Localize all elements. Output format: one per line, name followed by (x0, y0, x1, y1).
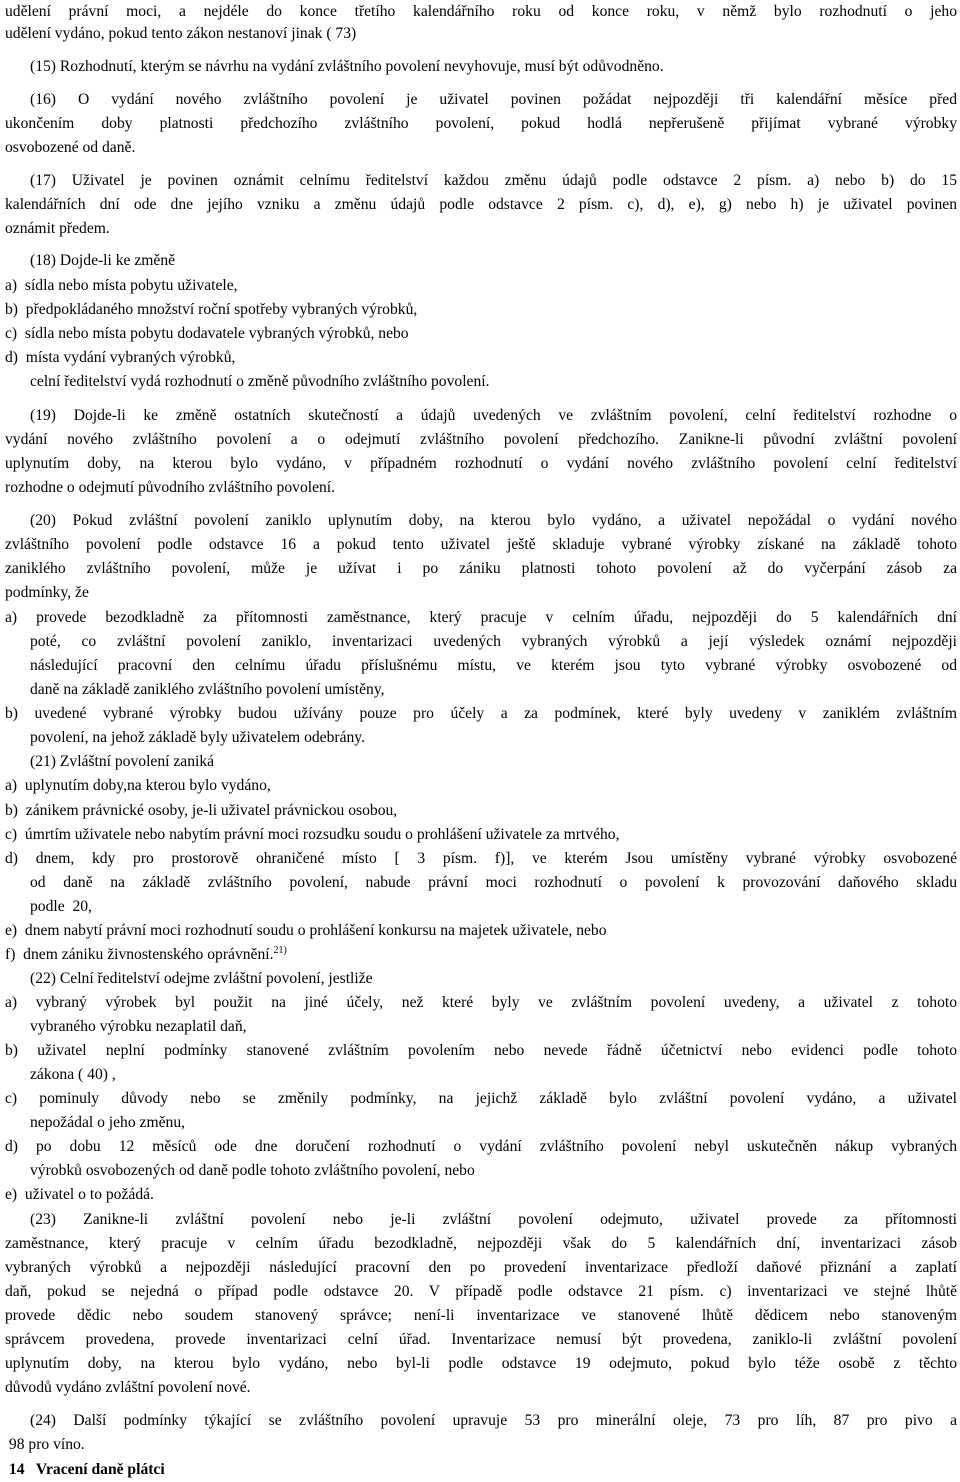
text-line (30, 1208, 957, 1232)
text-line-content: vydání nového zvláštního povolení a o odejmutí zvláštního povolení předchozího. Zanikne-li původní zvláštní povolení (5, 431, 957, 448)
text-line (30, 370, 957, 394)
text-line (30, 1409, 957, 1433)
text-line (5, 476, 957, 500)
text-line (5, 702, 957, 726)
text-line (5, 919, 957, 943)
text-line-content: osvobozené od daně. (5, 139, 136, 156)
text-line (5, 1039, 957, 1063)
text-line-content: správcem provedena, provede inventarizaci celní úřad. Inventarizace nemusí být provedena, zaniklo-li zvláštní povolení (5, 1331, 957, 1348)
text-line-content: (23) Zanikne-li zvláštní povolení nebo je-li zvláštní povolení odejmuto, uživatel provede za přítomnosti (30, 1211, 957, 1228)
text-line-content: b) uživatel neplní podmínky stanovené zvláštním povolením nebo nevede řádně účetnictví nebo evidenci podle tohoto (5, 1042, 957, 1059)
text-line-content: (16) O vydání nového zvláštního povolení je uživatel povinen požádat nejpozději tři kalendářní měsíce před (30, 91, 957, 108)
text-line-content: ukončením doby platnosti předchozího zvláštního povolení, pokud hodlá nepřerušeně přijímat vybrané výrobky (5, 115, 957, 132)
text-line (30, 726, 957, 750)
text-line (5, 557, 957, 581)
section-heading (5, 1458, 957, 1482)
text-line (30, 678, 957, 702)
text-line-content: (24) Další podmínky týkající se zvláštního povolení upravuje 53 pro minerální oleje, 73 pro líh, 87 pro pivo a (30, 1412, 957, 1429)
text-line-content: b) předpokládaného množství roční spotřeby vybraných výrobků, (5, 301, 418, 318)
text-line (5, 847, 957, 871)
text-line-content: zaměstnance, který pracuje v celním úřadu bezodkladně, nejpozději však do 5 kalendářních dní, inventarizaci zásob (5, 1235, 957, 1252)
text-line (5, 1433, 957, 1457)
text-line-content: rozhodne o odejmutí původního zvláštního povolení. (5, 479, 336, 496)
text-line (30, 750, 957, 774)
text-line-content: důvodů vydáno zvláštní povolení nové. (5, 1379, 251, 1396)
text-line (30, 1063, 957, 1087)
footnote-reference: 21) (273, 944, 287, 956)
text-line-content: podmínky, že (5, 584, 89, 601)
text-line-content: 98 pro víno. (5, 1436, 85, 1453)
text-line (30, 871, 957, 895)
text-line (5, 298, 957, 322)
text-line-content: uplynutím doby, na kterou bylo vydáno, v případném rozhodnutí o vydání nového zvláštního povolení celní ředitelství (5, 455, 957, 472)
text-line-content: b) zánikem právnické osoby, je-li uživatel právnickou osobou, (5, 802, 398, 819)
text-line (5, 452, 957, 476)
text-line-content: e) dnem nabytí právní moci rozhodnutí soudu o prohlášení konkursu na majetek uživatele, nebo (5, 922, 607, 939)
text-line-content: vybraného výrobku nezaplatil daň, (30, 1018, 247, 1035)
text-line-content: zákona ( 40) , (30, 1066, 116, 1083)
text-line (5, 1256, 957, 1280)
text-line-content: vybraných výrobků a nejpozději následující pracovní den po provedení inventarizace předloží daňové přiznání a zaplatí (5, 1259, 957, 1276)
text-line (30, 509, 957, 533)
text-line-content: a) vybraný výrobek byl použit na jiné účely, než které byly ve zvláštním povolení uvedeny, a uživatel z tohoto (5, 994, 957, 1011)
text-line-content: udělení vydáno, pokud tento zákon nestanoví jinak ( 73) (5, 25, 357, 42)
text-line (5, 112, 957, 136)
text-line-content: (22) Celní ředitelství odejme zvláštní povolení, jestliže (30, 970, 373, 987)
text-line-content: zvláštního povolení podle odstavce 16 a pokud tento uživatel ještě skladuje vybrané výrobky získané na základě tohoto (5, 536, 957, 553)
text-line (5, 823, 957, 847)
text-line (5, 1352, 957, 1376)
text-line (5, 1328, 957, 1352)
text-line (5, 1183, 957, 1207)
text-line-content: uplynutím doby, na kterou bylo vydáno, nebo byl-li podle odstavce 19 odejmuto, pokud bylo téže osobě z těchto (5, 1355, 957, 1372)
text-line-content: udělení právní moci, a nejdéle do konce třetího kalendářního roku od konce roku, v němž bylo rozhodnutí o jeho (5, 3, 957, 20)
text-line-content: výrobků osvobozených od daně podle tohoto zvláštního povolení, nebo (30, 1162, 475, 1179)
text-line (5, 581, 957, 605)
text-line-content: daně na základě zaniklého zvláštního povolení umístěny, (30, 681, 385, 698)
text-line (5, 533, 957, 557)
text-line-content: nepožádal o jeho změnu, (30, 1114, 186, 1131)
text-line-content: (17) Uživatel je povinen oznámit celnímu ředitelství každou změnu údajů podle odstavce 2 písm. a) nebo b) do 15 (30, 172, 957, 189)
text-line (5, 606, 957, 630)
text-line-content: b) uvedené vybrané výrobky budou užívány pouze pro účely a za podmínek, které byly uvedeny v zaniklém zvláštním (5, 705, 957, 722)
text-line-content: následující pracovní den celnímu úřadu příslušnému místu, ve kterém jsou tyto vybrané výrobky osvobozené od (30, 657, 957, 674)
text-line-content: oznámit předem. (5, 220, 110, 237)
text-line (5, 1135, 957, 1159)
text-line-content: daň, pokud se nejedná o případ podle odstavce 20. V případě podle odstavce 21 písm. c) inventarizaci ve stejné lhůtě (5, 1283, 957, 1300)
text-line-content: 14 Vracení daně plátci (5, 1461, 165, 1478)
text-line (5, 1087, 957, 1111)
text-line-content: c) úmrtím uživatele nebo nabytím právní moci rozsudku soudu o prohlášení uživatele za mrtvého, (5, 826, 620, 843)
text-line-content: celní ředitelství vydá rozhodnutí o změně původního zvláštního povolení. (30, 373, 490, 390)
text-line (30, 55, 957, 79)
text-line-content: a) provede bezodkladně za přítomnosti zaměstnance, který pracuje v celním úřadu, nejpozději do 5 kalendářních dní (5, 609, 957, 626)
text-line-content: c) sídla nebo místa pobytu dodavatele vybraných výrobků, nebo (5, 325, 409, 342)
text-line (30, 967, 957, 991)
text-line-content: a) sídla nebo místa pobytu uživatele, (5, 277, 238, 294)
text-line (5, 346, 957, 370)
text-line-content: od daně na základě zvláštního povolení, nabude právní moci rozhodnutí o povolení k provozování daňového skladu (30, 874, 957, 891)
text-line (5, 136, 957, 160)
text-line (5, 1376, 957, 1400)
text-line (30, 249, 957, 273)
text-line-content: d) místa vydání vybraných výrobků, (5, 349, 236, 366)
text-line-content: provede dědic nebo soudem stanovený správce; není-li inventarizace ve stanovené lhůtě dědicem nebo stanoveným (5, 1307, 957, 1324)
text-line (5, 1304, 957, 1328)
text-line (5, 0, 957, 24)
text-line (5, 428, 957, 452)
text-line-content: d) dnem, kdy pro prostorově ohraničené místo [ 3 písm. f)], ve kterém Jsou umístěny vybrané výrobky osvobozené (5, 850, 957, 867)
text-line (30, 1111, 957, 1135)
text-line (5, 943, 957, 967)
text-line-content: zaniklého zvláštního povolení, může je užívat i po zániku platnosti tohoto povolení až do vyčerpání zásob za (5, 560, 957, 577)
text-line-content: d) po dobu 12 měsíců ode dne doručení rozhodnutí o vydání zvláštního povolení nebyl uskutečněn nákup vybraných (5, 1138, 957, 1155)
text-line-content: e) uživatel o to požádá. (5, 1186, 154, 1203)
text-line (30, 169, 957, 193)
text-line-content: poté, co zvláštní povolení zaniklo, inventarizaci uvedených vybraných výrobků a její výsledek oznámí nejpozději (30, 633, 957, 650)
text-line-content: (15) Rozhodnutí, kterým se návrhu na vydání zvláštního povolení nevyhovuje, musí být odůvodněno. (30, 58, 664, 75)
text-line (30, 404, 957, 428)
text-line-content: (19) Dojde-li ke změně ostatních skutečností a údajů uvedených ve zvláštním povolení, celní ředitelství rozhodne o (30, 407, 957, 424)
text-line (30, 654, 957, 678)
text-line-content: (21) Zvláštní povolení zaniká (30, 753, 215, 770)
text-line-content: f) dnem zániku živnostenského oprávnění. (5, 946, 274, 963)
text-line-content: kalendářních dní ode dne jejího vzniku a změnu údajů podle odstavce 2 písm. c), d), e), g) nebo h) je uživatel povinen (5, 196, 957, 213)
text-line (5, 193, 957, 217)
text-line-content: (20) Pokud zvláštní povolení zaniklo uplynutím doby, na kterou bylo vydáno, a uživatel nepožádal o vydání nového (30, 512, 957, 529)
text-line-content: povolení, na jehož základě byly uživatelem odebrány. (30, 729, 365, 746)
text-line-content: a) uplynutím doby,na kterou bylo vydáno, (5, 777, 271, 794)
text-line (30, 1159, 957, 1183)
text-line (5, 22, 957, 46)
text-line-content: (18) Dojde-li ke změně (30, 252, 176, 269)
text-line (5, 1280, 957, 1304)
text-line (5, 274, 957, 298)
text-line-content: c) pominuly důvody nebo se změnily podmínky, na jejichž základě bylo zvláštní povolení vydáno, a uživatel (5, 1090, 957, 1107)
text-line (30, 895, 957, 919)
text-line (5, 217, 957, 241)
text-line (5, 774, 957, 798)
text-line (30, 630, 957, 654)
text-line (5, 991, 957, 1015)
text-line (5, 1232, 957, 1256)
text-line (5, 322, 957, 346)
text-line (30, 88, 957, 112)
text-line-content: podle 20, (30, 898, 92, 915)
text-line (5, 799, 957, 823)
text-line (30, 1015, 957, 1039)
